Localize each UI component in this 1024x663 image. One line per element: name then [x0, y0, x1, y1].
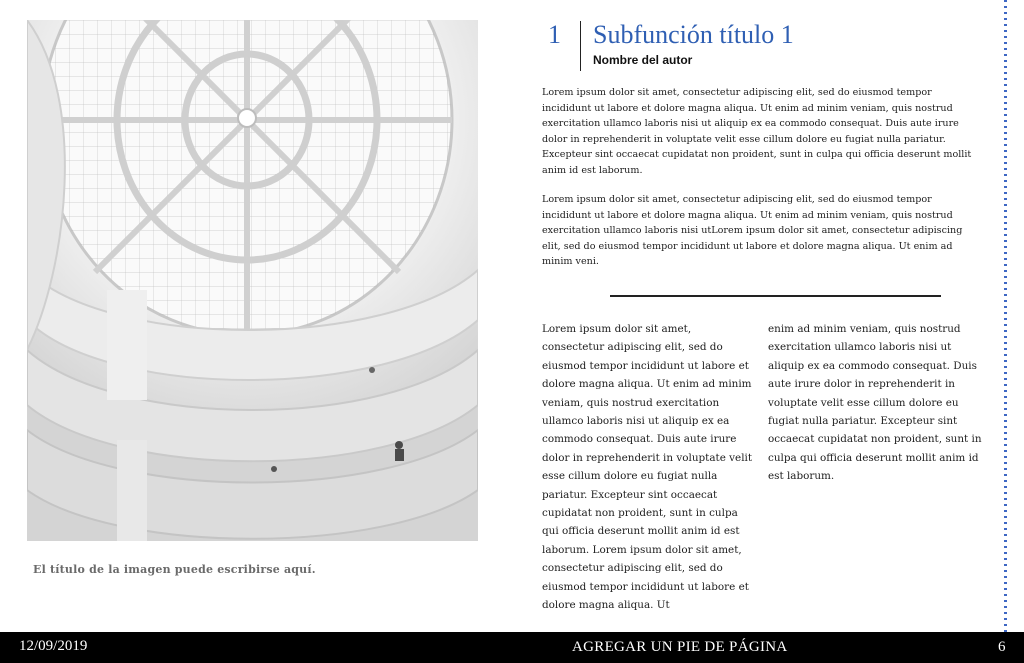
text-column-1: Lorem ipsum dolor sit amet, consectetur adipiscing elit, sed do eiusmod tempor incididunt ut labore et dolore magna aliqua. Ut enim ad minim veniam, quis nostrud exercitation ullamco laboris nisi ut aliquip ex ea commodo consequat. Duis aute irure dolor in reprehenderit in voluptate velit esse cillum dolore eu fugiat nulla pariatur. Excepteur sint occaecat cupidatat non proident, sunt in culpa qui officia deserunt mollit anim id est laborum. Lorem ipsum dolor sit amet, consectetur adipiscing elit, sed do eiusmod tempor incididunt ut labore et dolore magna aliqua. Ut — [542, 323, 753, 612]
page-footer — [0, 632, 1024, 663]
title-divider — [580, 21, 581, 71]
image-caption: El título de la imagen puede escribirse aquí. — [33, 563, 316, 576]
text-column-2: enim ad minim veniam, quis nostrud exercitation ullamco laboris nisi ut aliquip ex ea commodo consequat. Duis aute irure dolor in reprehenderit in voluptate velit esse cillum dolore eu fugiat nulla pariatur. Excepteur sint occaecat cupidatat non proident, sunt in culpa qui officia deserunt mollit anim id est laborum. — [768, 323, 982, 483]
section-number: 1 — [548, 20, 561, 49]
page-number: 6 — [998, 639, 1006, 655]
footer-date: 12/09/2019 — [19, 638, 88, 654]
author-name: Nombre del autor — [593, 53, 693, 67]
page-title: Subfunción título 1 — [593, 20, 794, 49]
section-divider — [610, 295, 941, 297]
rotunda-photo — [27, 20, 478, 541]
skylight-dome-image — [27, 20, 478, 541]
dotted-margin-rule — [1004, 0, 1007, 632]
body-paragraph-2: Lorem ipsum dolor sit amet, consectetur adipiscing elit, sed do eiusmod tempor incididunt ut labore et dolore magna aliqua. Ut enim ad minim veniam, quis nostrud exercitation ullamco laboris nisi utLorem ipsum dolor sit amet, consectetur adipiscing elit, sed do eiusmod tempor incididunt ut labore et dolore magna aliqua. Ut enim ad minim veni. — [542, 194, 963, 268]
footer-text: AGREGAR UN PIE DE PÁGINA — [572, 639, 788, 655]
body-paragraph-1: Lorem ipsum dolor sit amet, consectetur adipiscing elit, sed do eiusmod tempor incididunt ut labore et dolore magna aliqua. Ut enim ad minim veniam, quis nostrud exercitation ullamco laboris nisi ut aliquip ex ea commodo consequat. Duis aute irure dolor in reprehenderit in voluptate velit esse cillum dolore eu fugiat nulla pariatur. Excepteur sint occaecat cupidatat non proident, sunt in culpa qui officia deserunt mollit anim id est laborum. — [542, 87, 972, 176]
